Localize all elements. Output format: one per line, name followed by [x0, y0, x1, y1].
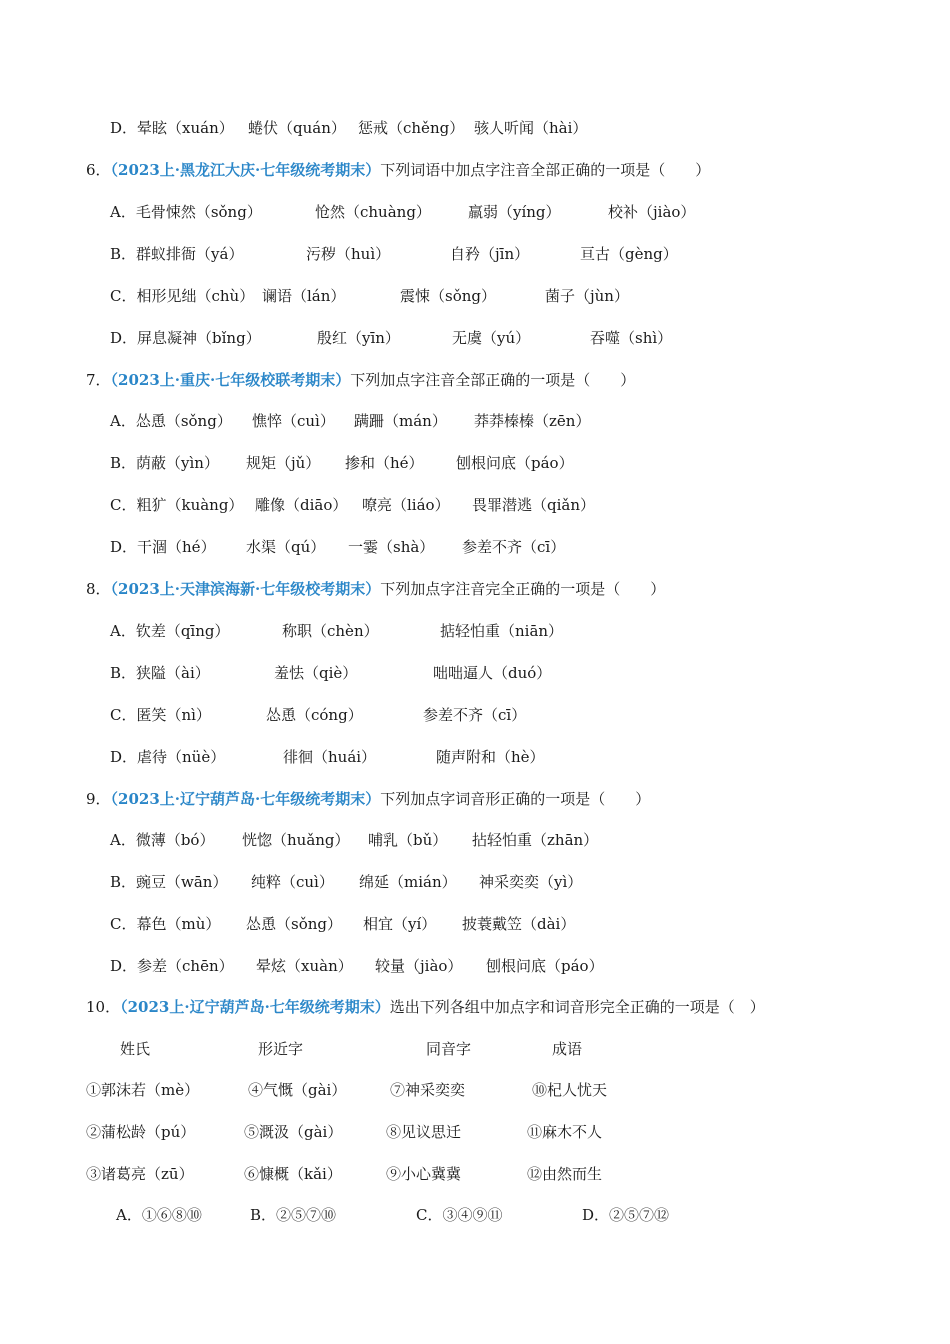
q9-a-4: 拈轻怕重（zhān）: [472, 831, 599, 849]
q7-stem: [86, 370, 635, 390]
q6-d-4: 吞噬（shì）: [590, 329, 673, 347]
q10-answer-c: C．③④⑨⑪: [416, 1206, 503, 1224]
q7-a-4: 莽莽榛榛（zēn）: [474, 412, 591, 430]
q9-d-3: 较量（jiào）: [375, 957, 463, 975]
q9-c-1: C．幕色（mù）: [110, 915, 221, 933]
q8-b-1: B．狭隘（ài）: [110, 664, 210, 682]
q10-header-similar-shape: 形近字: [258, 1040, 304, 1058]
q10-answer-a: A．①⑥⑧⑩: [116, 1206, 202, 1224]
q9-b-3: 绵延（mián）: [359, 873, 457, 891]
q6-a-1: A．毛骨悚然（sǒng）: [110, 203, 262, 221]
q7-d-3: 一霎（shà）: [348, 538, 435, 556]
q7-b-1: B．荫蔽（yìn）: [110, 454, 219, 472]
q5-d-item-4: 骇人听闻（hài）: [474, 119, 588, 137]
q6-b-2: 污秽（huì）: [306, 245, 391, 263]
q6-a-3: 羸弱（yíng）: [468, 203, 561, 221]
q8-c-1: C．匿笑（nì）: [110, 706, 211, 724]
q10-r3-c4: ⑫由然而生: [527, 1165, 603, 1183]
q5-d-item-3: 惩戒（chěng）: [358, 119, 465, 137]
q10-r1-c4: ⑩杞人忧天: [532, 1081, 608, 1099]
q8-a-2: 称职（chèn）: [282, 622, 379, 640]
q8-number: 8．: [86, 580, 111, 598]
q6-a-4: 校补（jiào）: [608, 203, 696, 221]
q8-d-1: D．虐待（nüè）: [110, 748, 226, 766]
q7-d-4: 参差不齐（cī）: [462, 538, 566, 556]
q9-b-4: 神采奕奕（yì）: [479, 873, 583, 891]
q9-d-1: D．参差（chēn）: [110, 957, 234, 975]
q10-r2-c2: ⑤溉汲（gài）: [244, 1123, 343, 1141]
q6-number: 6．: [86, 161, 111, 179]
q10-r2-c1: ②蒲松龄（pú）: [86, 1123, 196, 1141]
q7-a-3: 蹒跚（mán）: [354, 412, 447, 430]
q7-c-2: 雕像（diāo）: [255, 496, 348, 514]
q9-c-3: 相宜（yí）: [363, 915, 437, 933]
q10-r1-c2: ④气慨（gài）: [248, 1081, 347, 1099]
q7-c-3: 嘹亮（liáo）: [362, 496, 450, 514]
q10-question: 选出下列各组中加点字和词音形完全正确的一项是（ ）: [389, 998, 765, 1016]
q9-b-1: B．豌豆（wān）: [110, 873, 228, 891]
q10-r3-c3: ⑨小心冀冀: [386, 1165, 462, 1183]
q10-number: 10．: [86, 998, 121, 1016]
q6-b-1: B．群蚁排衙（yá）: [110, 245, 244, 263]
q9-c-2: 怂恿（sǒng）: [246, 915, 342, 933]
q6-question: 下列词语中加点字注音全部正确的一项是（ ）: [380, 161, 711, 179]
q5-d-item-2: 蜷伏（quán）: [248, 119, 346, 137]
q10-header-homophone: 同音字: [426, 1040, 472, 1058]
q6-d-2: 殷红（yīn）: [317, 329, 400, 347]
q6-b-3: 自矜（jīn）: [450, 245, 530, 263]
q7-b-3: 掺和（hé）: [345, 454, 424, 472]
q9-a-1: A．微薄（bó）: [110, 831, 215, 849]
q10-r2-c3: ⑧见议思迁: [386, 1123, 462, 1141]
q8-b-3: 咄咄逼人（duó）: [433, 664, 552, 682]
q8-c-2: 怂恿（cóng）: [266, 706, 363, 724]
q10-answer-d: D．②⑤⑦⑫: [582, 1206, 670, 1224]
q8-a-3: 掂轻怕重（niān）: [440, 622, 564, 640]
q7-c-4: 畏罪潜逃（qiǎn）: [472, 496, 596, 514]
q8-stem: [86, 579, 665, 599]
q8-a-1: A．钦差（qīng）: [110, 622, 230, 640]
q8-c-3: 参差不齐（cī）: [423, 706, 527, 724]
q10-r3-c1: ③诸葛亮（zū）: [86, 1165, 194, 1183]
q10-answer-b: B．②⑤⑦⑩: [250, 1206, 337, 1224]
q9-b-2: 纯粹（cuì）: [251, 873, 334, 891]
q7-a-1: A．怂恿（sǒng）: [110, 412, 232, 430]
q7-c-1: C．粗犷（kuàng）: [110, 496, 244, 514]
q7-b-2: 规矩（jǔ）: [246, 454, 321, 472]
q7-d-1: D．干涸（hé）: [110, 538, 216, 556]
q9-d-4: 刨根问底（páo）: [486, 957, 604, 975]
q7-question: 下列加点字注音全部正确的一项是（ ）: [350, 371, 636, 389]
q10-source: （2023上·辽宁葫芦岛·七年级统考期末）: [120, 998, 390, 1016]
q7-source: （2023上·重庆·七年级校联考期末）: [110, 371, 351, 389]
q6-source: （2023上·黑龙江大庆·七年级统考期末）: [110, 161, 381, 179]
q6-c-1: C．相形见绌（chù）: [110, 287, 255, 305]
q9-a-3: 哺乳（bǔ）: [368, 831, 448, 849]
q9-number: 9．: [86, 790, 111, 808]
q10-stem: [86, 997, 765, 1017]
q9-stem: [86, 789, 650, 809]
q6-c-3: 震悚（sǒng）: [400, 287, 496, 305]
q7-a-2: 憔悴（cuì）: [252, 412, 335, 430]
q8-d-3: 随声附和（hè）: [436, 748, 545, 766]
q9-question: 下列加点字词音形正确的一项是（ ）: [380, 790, 651, 808]
q8-source: （2023上·天津滨海新·七年级校考期末）: [110, 580, 381, 598]
q6-a-2: 怆然（chuàng）: [315, 203, 431, 221]
q6-d-1: D．屏息凝神（bǐng）: [110, 329, 261, 347]
q9-source: （2023上·辽宁葫芦岛·七年级统考期末）: [110, 790, 381, 808]
q5-d-item-1: D．晕眩（xuán）: [110, 119, 234, 137]
q9-d-2: 晕炫（xuàn）: [256, 957, 353, 975]
q8-d-2: 徘徊（huái）: [283, 748, 377, 766]
q6-c-2: 谰语（lán）: [262, 287, 346, 305]
q6-stem: [86, 160, 710, 180]
q6-b-4: 亘古（gèng）: [580, 245, 678, 263]
q10-r2-c4: ⑪麻木不人: [527, 1123, 603, 1141]
q10-r3-c2: ⑥慷概（kǎi）: [244, 1165, 342, 1183]
q9-a-2: 恍惚（huǎng）: [242, 831, 350, 849]
q10-header-surname: 姓氏: [120, 1040, 151, 1058]
q8-b-2: 羞怯（qiè）: [274, 664, 358, 682]
q10-header-idiom: 成语: [552, 1040, 583, 1058]
q7-b-4: 刨根问底（páo）: [456, 454, 574, 472]
q6-c-4: 菌子（jùn）: [545, 287, 629, 305]
q8-question: 下列加点字注音完全正确的一项是（ ）: [380, 580, 666, 598]
q7-d-2: 水渠（qú）: [246, 538, 326, 556]
q9-c-4: 披蓑戴笠（dài）: [462, 915, 576, 933]
q7-number: 7．: [86, 371, 111, 389]
q10-r1-c3: ⑦神采奕奕: [390, 1081, 466, 1099]
q6-d-3: 无虞（yú）: [452, 329, 531, 347]
q10-r1-c1: ①郭沫若（mè）: [86, 1081, 200, 1099]
